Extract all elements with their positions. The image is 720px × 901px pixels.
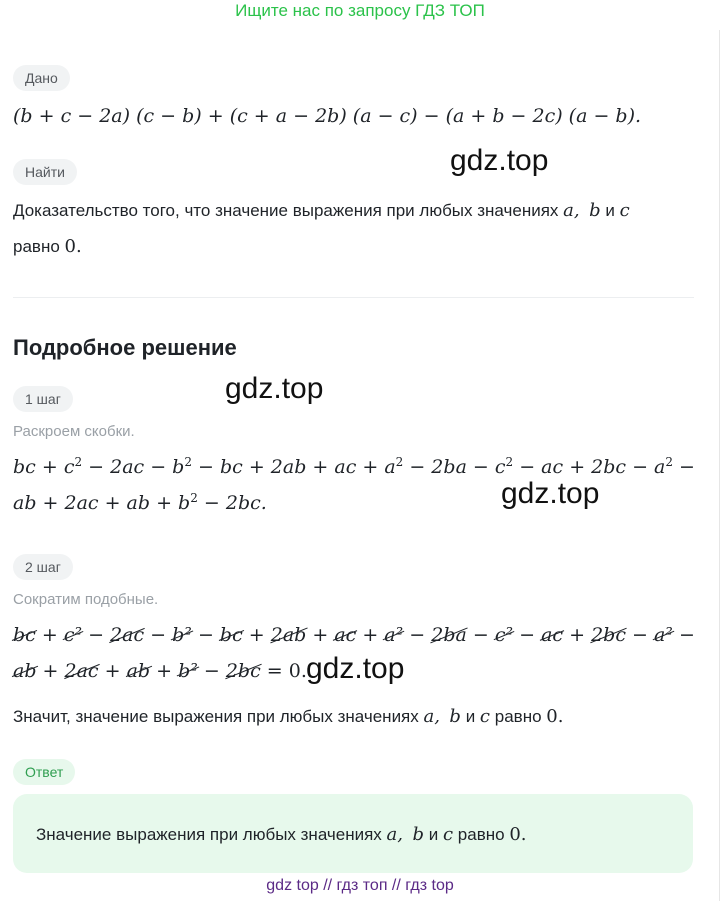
cancelled-term: 2ac [64,660,99,682]
operator: − [672,624,695,646]
operator: − [513,624,542,646]
solution-heading: Подробное решение [13,335,237,360]
answer-text: Значение выражения при любых значениях a, b и c равно 0. [36,824,527,845]
operator: + [306,624,335,646]
operator: − [625,624,654,646]
operator: + [356,624,385,646]
find-text-line2: равно 0. [13,236,82,257]
operator: − [403,624,432,646]
cancelled-term: c² [63,624,83,646]
footer-links: gdz top // гдз топ // гдз top [266,877,454,894]
cancelled-term: 2ac [110,624,145,646]
cancelled-term: b² [172,624,192,646]
cancelled-term: ab [126,660,151,682]
step2-label: 2 шаг [13,554,73,580]
cancelled-term: c² [494,624,514,646]
find-label: Найти [13,159,77,185]
operator: − [144,624,173,646]
step1-expression-line2: ab + 2ac + ab + $b^2 - 2bc$. [13,491,267,514]
operator: + [242,624,271,646]
cancelled-term: bc [13,624,36,646]
search-banner: Ищите нас по запросу ГДЗ ТОП [235,1,485,20]
operator: + [150,660,179,682]
cancelled-term: 2bc [225,660,261,682]
operator: + [35,624,64,646]
cancelled-term: 2bc [591,624,626,646]
operator: + [36,660,65,682]
cancelled-term: ac [334,624,357,646]
given-expression: (b + c − 2a) (c − b) + (c + a − 2b) (a − c) − (a + b − 2c) (a − b). [13,105,642,127]
watermark: gdz.top [225,372,324,405]
find-text-line1: Доказательство того, что значение выражения при любых значениях a, b и c [13,200,630,221]
operator: − [82,624,111,646]
cancelled-term: 2ab [270,624,307,646]
step2-expression-line1 [13,623,695,647]
operator: − [197,660,226,682]
result: = 0. [260,660,307,682]
given-label: Дано [13,65,70,91]
operator: − [191,624,220,646]
step1-hint: Раскроем скобки. [13,423,135,440]
step1-expression-line1: bc + $c^2 - 2ac - b^2$ − bc + 2ab + ac + $a^2 - 2ba - c^2$ − ac + $2bc - a^2$ − [13,455,695,478]
step2-expression-line2 [13,659,307,683]
answer-label: Ответ [13,759,75,785]
cancelled-term: b² [178,660,198,682]
cancelled-term: ab [13,660,37,682]
section-divider [13,297,694,298]
step2-hint: Сократим подобные. [13,591,159,608]
answer-box [13,794,693,873]
cancelled-term: 2ba [431,624,467,646]
operator: − [466,624,495,646]
watermark: gdz.top [501,477,600,510]
step2-conclusion: Значит, значение выражения при любых значениях a, b и c равно 0. [13,706,564,727]
cancelled-term: ac [541,624,564,646]
step1-label: 1 шаг [13,386,73,412]
watermark: gdz.top [450,144,549,177]
cancelled-term: bc [219,624,243,646]
watermark: gdz.top [306,652,405,685]
cancelled-term: a² [384,624,404,646]
operator: + [98,660,127,682]
cancelled-term: a² [653,624,673,646]
operator: + [563,624,592,646]
